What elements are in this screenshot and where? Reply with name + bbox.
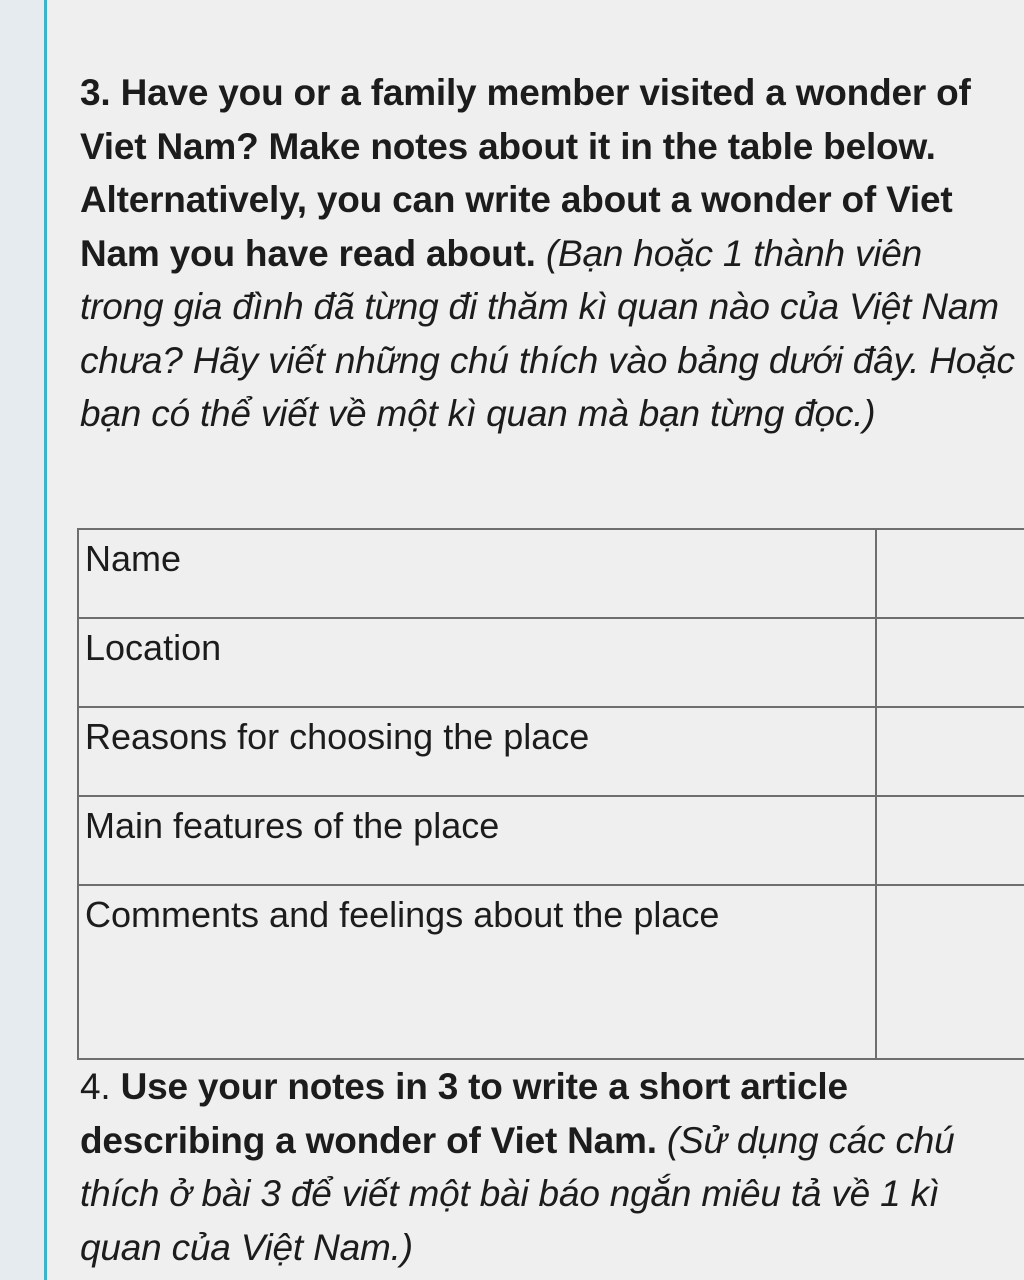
answer-cell-reasons[interactable]	[876, 707, 1024, 796]
question-3-prompt: Have you or a family member visited a wonder of Viet Nam? Make notes about it in the table below. Alternatively, you can write about a wonder of Viet Nam you have read about.	[80, 72, 971, 274]
left-margin	[0, 0, 44, 1280]
answer-cell-features[interactable]	[876, 796, 1024, 885]
question-4-prompt: Use your notes in 3 to write a short article describing a wonder of Viet Nam.	[80, 1066, 848, 1161]
answer-cell-name[interactable]	[876, 529, 1024, 618]
question-4-translation: (Sử dụng các chú thích ở bài 3 để viết một bài báo ngắn miêu tả về 1 kì quan của Việt Nam.)	[80, 1119, 955, 1268]
question-4-number: 4.	[80, 1066, 111, 1107]
table-row-features	[78, 796, 1024, 885]
row-label: Location	[78, 618, 876, 707]
question-3-translation: (Bạn hoặc 1 thành viên trong gia đình đã từng đi thăm kì quan nào của Việt Nam chưa? Hãy viết những chú thích vào bảng dưới đây. Hoặc bạn có thể viết về một kì quan mà bạn từng đọc.)	[80, 232, 1015, 434]
row-label: Reasons for choosing the place	[78, 707, 876, 796]
answer-cell-comments[interactable]	[876, 885, 1024, 1059]
answer-cell-location[interactable]	[876, 618, 1024, 707]
row-label: Comments and feelings about the place	[78, 885, 876, 1059]
table-row-comments	[78, 885, 1024, 1059]
question-3	[80, 66, 1015, 441]
question-4	[80, 1060, 1015, 1274]
notes-table	[77, 528, 1024, 1060]
row-label: Main features of the place	[78, 796, 876, 885]
table-row-reasons	[78, 707, 1024, 796]
table-row-name	[78, 529, 1024, 618]
row-label: Name	[78, 529, 876, 618]
table-row-location	[78, 618, 1024, 707]
question-3-number: 3.	[80, 72, 111, 113]
